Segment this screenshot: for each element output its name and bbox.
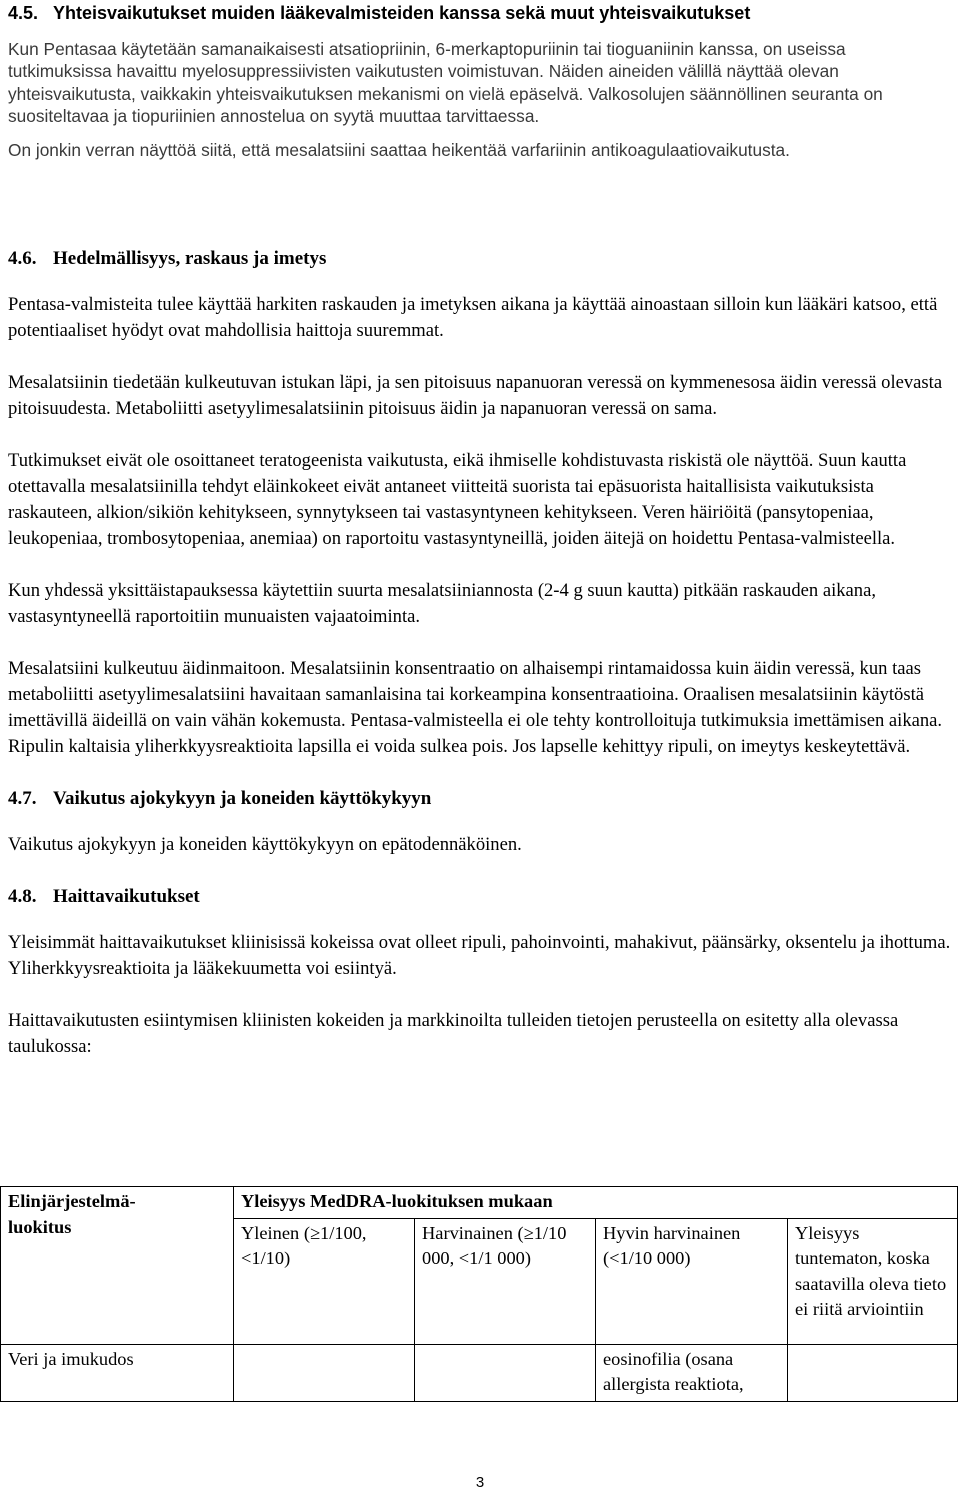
table-cell xyxy=(415,1344,596,1401)
table-cell: eosinofilia (osana allergista reaktiota, xyxy=(596,1344,788,1401)
section-4-5 xyxy=(8,0,952,161)
adverse-effects-table xyxy=(0,1186,958,1402)
main-content xyxy=(8,246,952,1086)
paragraph: Mesalatsiinin tiedetään kulkeutuvan istukan läpi, ja sen pitoisuus napanuoran veressä on kymmenesosa äidin veressä olevasta pitoisuudesta. Metaboliitti asetyylimesalatsiinin pitoisuus äidin ja napanuoran veressä on sama. xyxy=(8,372,943,419)
paragraph: Mesalatsiini kulkeutuu äidinmaitoon. Mesalatsiinin konsentraatio on alhaisempi rintamaidossa kuin äidin veressä, kun taas metaboliitti asetyylimesalatsiini havaitaan samanlaisina tai korkeampina konsentraatioina. Oraalisen mesalatsiinin käytöstä imettävillä äideillä on vain vähän kokemusta. Pentasa-valmisteella ei ole tehty kontrolloituja tutkimuksia imettämisen aikana. Ripulin kaltaisia yliherkkyysreaktioita lapsilla ei voida sulkea pois. Jos lapselle kehittyy ripuli, on imeytys keskeytettävä. xyxy=(8,658,943,757)
table-cell xyxy=(234,1344,415,1401)
section-4-6-heading: 4.6. Hedelmällisyys, raskaus ja imetys xyxy=(8,248,327,269)
paragraph: Yleisimmät haittavaikutukset kliinisissä kokeissa ovat olleet ripuli, pahoinvointi, mahakivut, päänsärky, oksentelu ja ihottuma. xyxy=(8,932,951,953)
section-4-5-heading: 4.5. Yhteisvaikutukset muiden lääkevalmisteiden kanssa sekä muut yhteisvaikutukset xyxy=(8,3,751,23)
frequency-header-cell: Yleisyys MedDRA-luokituksen mukaan xyxy=(234,1187,958,1219)
paragraph: Pentasa-valmisteita tulee käyttää harkiten raskauden ja imetyksen aikana ja käyttää ainoastaan silloin kun lääkäri katsoo, että potentiaaliset hyödyt ovat mahdollisia haittoja suuremmat. xyxy=(8,294,938,341)
section-4-7-heading: 4.7. Vaikutus ajokykyyn ja koneiden käyttökykyyn xyxy=(8,788,432,809)
paragraph: Yliherkkyysreaktioita ja lääkekuumetta voi esiintyä. xyxy=(8,958,397,979)
page-number: 3 xyxy=(475,1474,485,1491)
paragraph: Tutkimukset eivät ole osoittaneet teratogeenista vaikutusta, eikä ihmiselle kohdistuvasta riskistä ole näyttöä. Suun kautta otettavalla mesalatsiinilla tehdyt eläinkokeet eivät antaneet viitteitä suorista tai epäsuorista haitallisista vaikutuksista raskauteen, alkion/sikiön kehitykseen, synnytykseen tai vastasyntyneen kehitykseen. Veren häiriöitä (pansytopeniaa, leukopeniaa, trombosytopeniaa, anemiaa) on raportoitu vastasyntyneillä, joiden äitejä on hoidettu Pentasa-valmisteella. xyxy=(8,450,907,549)
section-4-8-heading: 4.8. Haittavaikutukset xyxy=(8,886,200,907)
paragraph: Vaikutus ajokykyyn ja koneiden käyttökykyyn on epätodennäköinen. xyxy=(8,834,522,855)
table-cell xyxy=(788,1344,958,1401)
paragraph: Kun yhdessä yksittäistapauksessa käytettiin suurta mesalatsiiniannosta (2-4 g suun kautta) pitkään raskauden aikana, vastasyntyneellä raportoitiin munuaisten vajaatoiminta. xyxy=(8,580,877,627)
column-header-rare: Harvinainen (≥1/10 000, <1/1 000) xyxy=(415,1218,596,1344)
soc-header-cell: Elinjärjestelmä- luokitus xyxy=(1,1187,234,1345)
column-header-common: Yleinen (≥1/100, <1/10) xyxy=(234,1218,415,1344)
column-header-very-rare: Hyvin harvinainen (<1/10 000) xyxy=(596,1218,788,1344)
paragraph: On jonkin verran näyttöä siitä, että mesalatsiini saattaa heikentää varfariinin antikoagulaatiovaikutusta. xyxy=(8,140,790,161)
paragraph: Kun Pentasaa käytetään samanaikaisesti atsatiopriinin, 6-merkaptopuriinin tai tioguaniinin kanssa, on useissa tutkimuksissa havaittu myelosuppressiivisten vaikutusten voimistuvan. Näiden aineiden välillä näyttää olevan yhteisvaikutusta, vaikkakin yhteisvaikutuksen mekanismi on vielä epäselvä. Valkosolujen säännöllinen seuranta on suositeltavaa ja tiopuriinien annostelua on syytä muuttaa tarvittaessa. xyxy=(8,39,883,126)
column-header-unknown: Yleisyys tuntematon, koska saatavilla oleva tieto ei riitä arviointiin xyxy=(788,1218,958,1344)
paragraph: Haittavaikutusten esiintymisen kliinisten kokeiden ja markkinoilta tulleiden tietojen perusteella on esitetty alla olevassa taulukossa: xyxy=(8,1010,899,1057)
table-row-label: Veri ja imukudos xyxy=(1,1344,234,1401)
